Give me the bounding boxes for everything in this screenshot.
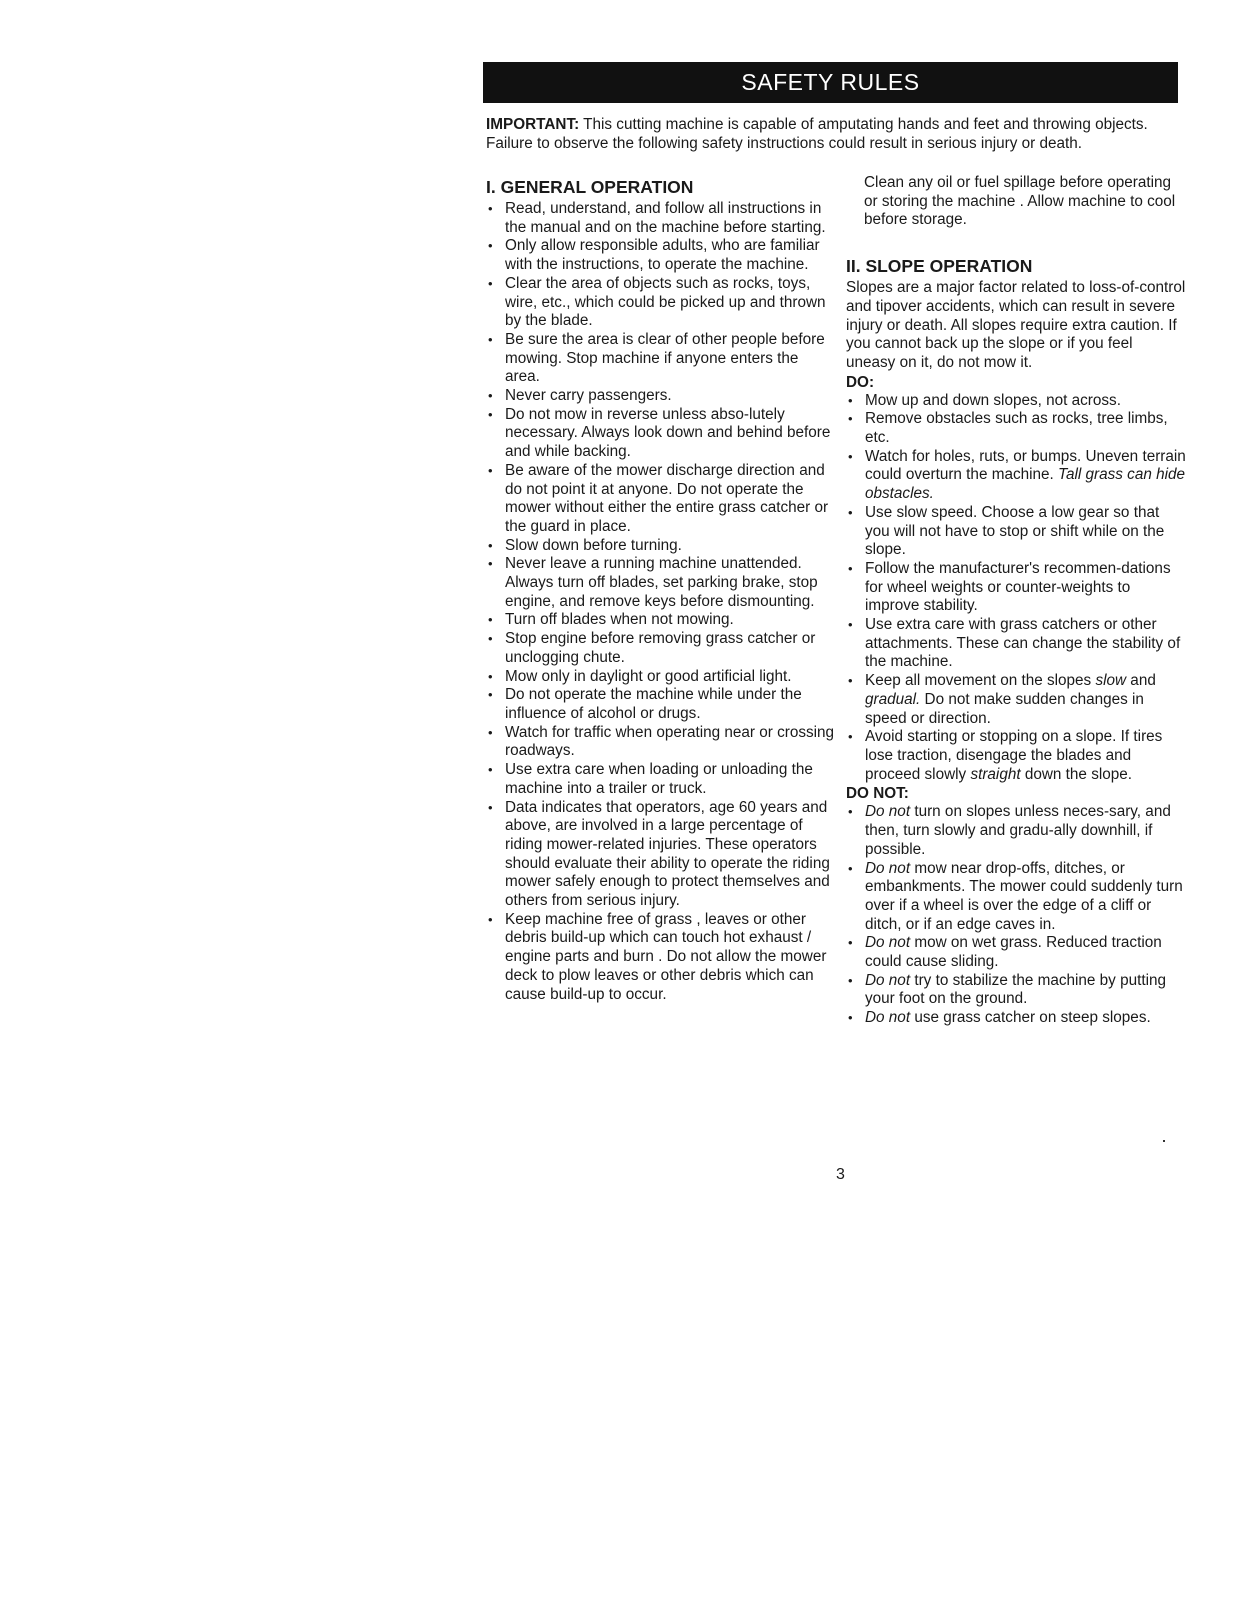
safety-rules-banner [483, 62, 1178, 103]
list-item: • Stop engine before removing grass catcher or unclogging chute. [486, 630, 836, 667]
list-item: • Use extra care when loading or unloading the machine into a trailer or truck. [486, 761, 836, 798]
list-item: • Never leave a running machine unattended. Always turn off blades, set parking brake, stop engine, and remove keys before dismounting. [486, 555, 836, 611]
list-item: • Mow only in daylight or good artificial light. [486, 668, 836, 687]
item-emphasis: Tall grass can hide obstacles. [865, 466, 1186, 503]
page-number: 3 [836, 1166, 845, 1183]
list-item [846, 728, 1186, 784]
list-item: • Read, understand, and follow all instructions in the manual and on the machine before starting. [486, 200, 836, 237]
do-list [846, 392, 1186, 785]
list-item: • Slow down before turning. [486, 537, 836, 556]
list-item: • Turn off blades when not mowing. [486, 611, 836, 630]
item-emphasis: Do not [865, 803, 911, 821]
item-text: and [1126, 672, 1156, 690]
item-emphasis: gradual. [865, 690, 921, 708]
item-text: mow on wet grass. Reduced traction could cause sliding. [865, 934, 1162, 971]
list-item: • Remove obstacles such as rocks, tree limbs, etc. [846, 410, 1186, 447]
list-item [846, 934, 1186, 971]
list-item: • Be sure the area is clear of other people before mowing. Stop machine if anyone enters the area. [486, 331, 836, 387]
general-operation-section [486, 176, 836, 1004]
item-text: Do not make sudden changes in speed or direction. [865, 690, 1144, 727]
list-item: • Only allow responsible adults, who are familiar with the instructions, to operate the machine. [486, 237, 836, 274]
item-emphasis: Do not [865, 1009, 911, 1027]
list-item: • Mow up and down slopes, not across. [846, 392, 1186, 411]
list-item: • Keep machine free of grass , leaves or other debris build-up which can touch hot exhaust / engine parts and burn . Do not allow the mower deck to plow leaves or other debris which can cause build-up to occur. [486, 911, 836, 1005]
item-emphasis: Do not [865, 859, 911, 877]
slope-intro-text: Slopes are a major factor related to loss-of-control and tipover accidents, which can result in severe injury or death. All slopes require extra caution. If you cannot back up the slope or if you feel uneasy on it, do not mow it. [846, 279, 1186, 371]
item-emphasis: slow [1095, 672, 1127, 690]
item-text: use grass catcher on steep slopes. [910, 1009, 1151, 1027]
list-item [846, 803, 1186, 859]
list-item [846, 448, 1186, 504]
do-not-heading: DO NOT: [846, 785, 909, 803]
list-item: • Never carry passengers. [486, 387, 836, 406]
stray-dot [1163, 1140, 1165, 1142]
slope-operation-title: II. SLOPE OPERATION [846, 256, 1033, 277]
list-item: • Clear the area of objects such as rocks, toys, wire, etc., which could be picked up and thrown by the blade. [486, 275, 836, 331]
list-item: • Watch for traffic when operating near or crossing roadways. [486, 724, 836, 761]
item-emphasis: Do not [865, 934, 911, 952]
important-label: IMPORTANT: [486, 116, 580, 133]
list-item: • Use extra care with grass catchers or other attachments. These can change the stability of the machine. [846, 616, 1186, 672]
list-item [846, 1009, 1186, 1028]
item-text: Keep all movement on the slopes [865, 672, 1096, 690]
general-operation-title: I. GENERAL OPERATION [486, 177, 694, 197]
general-continued-text: Clean any oil or fuel spillage before operating or storing the machine . Allow machine to cool before storage. [864, 174, 1176, 229]
right-column [846, 174, 1186, 1028]
list-item: • Use slow speed. Choose a low gear so that you will not have to stop or shift while on the slope. [846, 504, 1186, 560]
item-emphasis: straight [970, 765, 1021, 783]
item-emphasis: Do not [865, 971, 911, 989]
list-item: • Follow the manufacturer's recommen-dations for wheel weights or counter-weights to improve stability. [846, 560, 1186, 616]
general-operation-list [486, 200, 836, 1004]
important-notice [486, 115, 1166, 153]
banner-title: SAFETY RULES [741, 69, 920, 95]
list-item [846, 672, 1186, 728]
list-item: • Do not operate the machine while under the influence of alcohol or drugs. [486, 686, 836, 723]
do-not-list [846, 803, 1186, 1027]
item-text: mow near drop-offs, ditches, or embankments. The mower could suddenly turn over if a wheel is over the edge of a cliff or ditch, or if an edge caves in. [865, 859, 1183, 933]
do-heading: DO: [846, 373, 875, 391]
list-item: • Data indicates that operators, age 60 years and above, are involved in a large percentage of riding mower-related injuries. These operators should evaluate their ability to operate the riding mower safely enough to protect themselves and others from serious injury. [486, 799, 836, 911]
list-item [846, 860, 1186, 935]
list-item: • Be aware of the mower discharge direction and do not point it at anyone. Do not operate the mower without either the entire grass catcher or the guard in place. [486, 462, 836, 537]
item-text: down the slope. [1020, 765, 1133, 783]
item-text: Watch for holes, ruts, or bumps. Uneven terrain could overturn the machine. [865, 447, 1186, 484]
list-item: • Do not mow in reverse unless abso-lutely necessary. Always look down and behind before and while backing. [486, 406, 836, 462]
important-text: This cutting machine is capable of amputating hands and feet and throwing objects. Failure to observe the following safety instructions could result in serious injury or death. [486, 116, 1148, 152]
item-text: turn on slopes unless neces-sary, and then, turn slowly and gradu-ally downhill, if possible. [865, 803, 1171, 858]
list-item [846, 972, 1186, 1009]
item-text: Avoid starting or stopping on a slope. If tires lose traction, disengage the blades and proceed slowly [865, 728, 1163, 783]
item-text: try to stabilize the machine by putting your foot on the ground. [865, 971, 1167, 1008]
